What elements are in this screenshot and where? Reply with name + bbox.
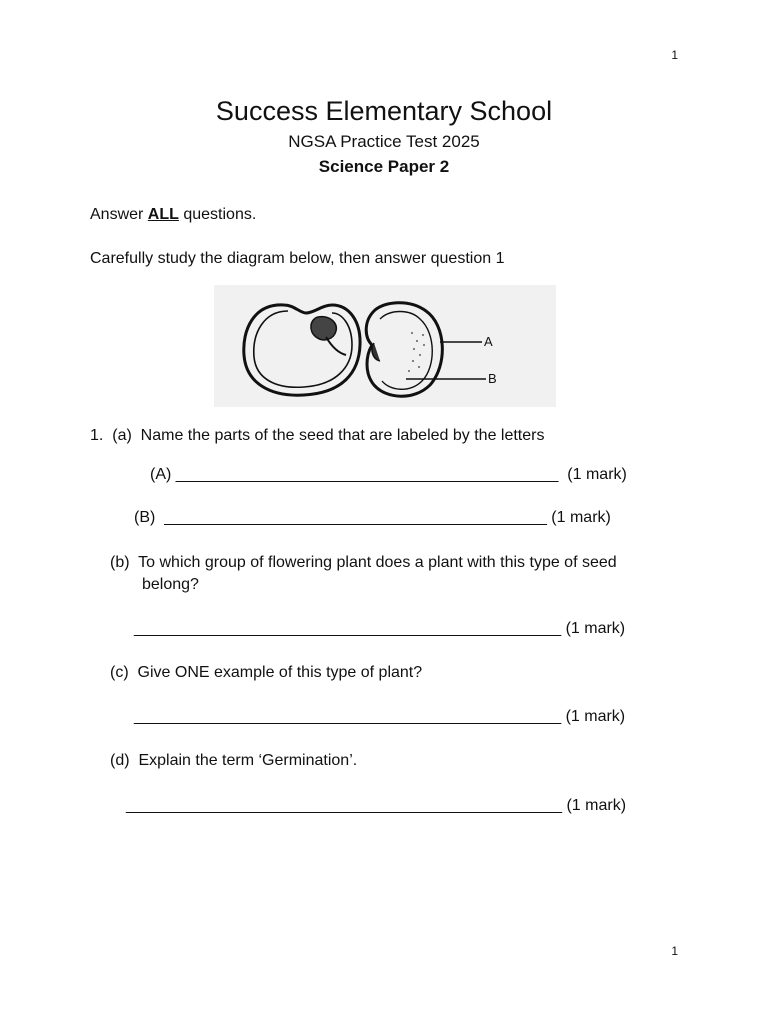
answer-line-1b[interactable]: ________________________________________________ (1 mark) bbox=[134, 620, 626, 637]
seed-diagram bbox=[214, 285, 556, 407]
answer-suffix: questions. bbox=[178, 206, 257, 223]
study-instruction: Carefully study the diagram below, then answer question 1 bbox=[90, 250, 505, 267]
page-number-bottom: 1 bbox=[671, 944, 678, 958]
label-a: A bbox=[484, 334, 493, 349]
school-title: Success Elementary School bbox=[215, 96, 553, 126]
answer-line-1c[interactable]: ________________________________________________ (1 mark) bbox=[134, 708, 626, 725]
question-1d: (d) Explain the term ‘Germination’. bbox=[110, 752, 358, 769]
paper-title: Science Paper 2 bbox=[318, 157, 450, 176]
answer-prefix: Answer bbox=[90, 206, 148, 223]
embryo bbox=[311, 317, 336, 340]
answer-emphasis: ALL bbox=[147, 206, 179, 223]
test-title: NGSA Practice Test 2025 bbox=[288, 132, 480, 151]
question-1b: (b) To which group of flowering plant does a plant with this type of seed bbox=[110, 554, 617, 571]
answer-instruction bbox=[90, 206, 256, 224]
label-b: B bbox=[488, 371, 497, 386]
question-1c: (c) Give ONE example of this type of plant? bbox=[110, 664, 423, 681]
question-1a: 1. (a) Name the parts of the seed that are labeled by the letters bbox=[90, 427, 545, 444]
answer-line-a[interactable]: (A) ___________________________________________ (1 mark) bbox=[150, 466, 627, 483]
question-1b-cont: belong? bbox=[142, 576, 199, 593]
answer-line-b[interactable]: (B) ___________________________________________ (1 mark) bbox=[134, 509, 611, 526]
answer-line-1d[interactable]: _________________________________________________ (1 mark) bbox=[126, 797, 627, 814]
page-number-top: 1 bbox=[671, 48, 678, 62]
